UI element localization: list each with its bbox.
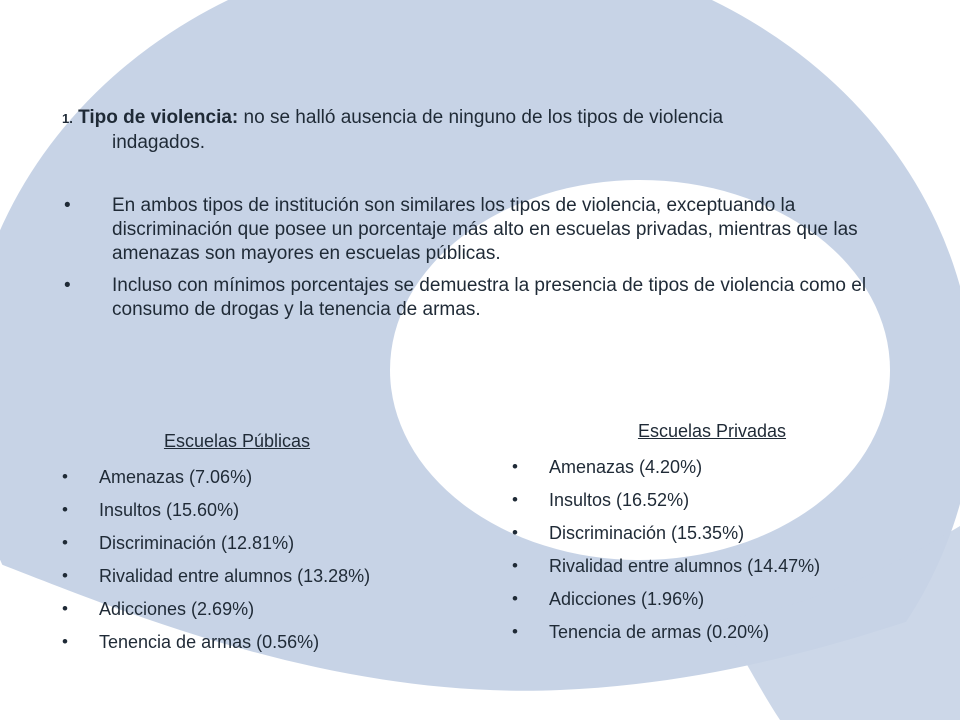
- bullet-icon: •: [512, 457, 518, 476]
- escuelas-publicas-list: [62, 466, 442, 653]
- escuelas-publicas-title: Escuelas Públicas: [163, 431, 311, 451]
- bullet-icon: •: [512, 622, 518, 641]
- summary-bullet: [62, 274, 902, 322]
- list-item: [62, 466, 442, 488]
- list-item-text: Insultos (16.52%): [549, 490, 690, 510]
- list-item-text: Amenazas (7.06%): [99, 467, 253, 487]
- bullet-icon: •: [64, 195, 71, 216]
- intro-text-line2: indagados.: [112, 132, 205, 153]
- summary-bullet: [62, 194, 902, 266]
- bullet-icon: •: [62, 533, 68, 552]
- list-item: [512, 522, 912, 544]
- intro-number: 1.: [62, 111, 73, 126]
- escuelas-publicas-column: [62, 430, 442, 664]
- list-item-text: Tenencia de armas (0.56%): [99, 632, 320, 652]
- list-item: [62, 499, 442, 521]
- bullet-icon: •: [62, 500, 68, 519]
- list-item: [512, 621, 912, 643]
- list-item-text: Adicciones (2.69%): [99, 599, 255, 619]
- list-item: [512, 456, 912, 478]
- list-item: [62, 565, 442, 587]
- intro-paragraph: [62, 106, 902, 155]
- list-item-text: Rivalidad entre alumnos (13.28%): [99, 566, 371, 586]
- list-item-text: Discriminación (12.81%): [99, 533, 295, 553]
- list-item: [62, 598, 442, 620]
- intro-label: Tipo de violencia:: [78, 107, 239, 128]
- list-item: [512, 489, 912, 511]
- summary-bullet-text: Incluso con mínimos porcentajes se demuestra la presencia de tipos de violencia como el consumo de drogas y la tenencia de armas.: [112, 275, 867, 320]
- escuelas-privadas-title: Escuelas Privadas: [637, 421, 787, 441]
- bullet-icon: •: [512, 523, 518, 542]
- list-item-text: Amenazas (4.20%): [549, 457, 703, 477]
- list-item: [512, 555, 912, 577]
- bullet-icon: •: [62, 599, 68, 618]
- bullet-icon: •: [512, 490, 518, 509]
- bullet-icon: •: [62, 632, 68, 651]
- escuelas-privadas-column: [512, 420, 912, 654]
- list-item: [62, 532, 442, 554]
- bullet-icon: •: [62, 467, 68, 486]
- summary-bullet-list: [62, 194, 902, 330]
- bullet-icon: •: [62, 566, 68, 585]
- intro-first-line: [62, 107, 723, 128]
- list-item-text: Tenencia de armas (0.20%): [549, 622, 770, 642]
- bullet-icon: •: [64, 275, 71, 296]
- list-item: [512, 588, 912, 610]
- list-item: [62, 631, 442, 653]
- summary-bullet-text: En ambos tipos de institución son similares los tipos de violencia, exceptuando la discriminación que posee un porcentaje más alto en escuelas privadas, mientras que las amenazas son mayores en escuelas públicas.: [112, 195, 858, 264]
- list-item-text: Insultos (15.60%): [99, 500, 240, 520]
- bullet-icon: •: [512, 556, 518, 575]
- list-item-text: Discriminación (15.35%): [549, 523, 745, 543]
- escuelas-privadas-list: [512, 456, 912, 643]
- bullet-icon: •: [512, 589, 518, 608]
- list-item-text: Rivalidad entre alumnos (14.47%): [549, 556, 821, 576]
- list-item-text: Adicciones (1.96%): [549, 589, 705, 609]
- intro-text-line1: no se halló ausencia de ninguno de los tipos de violencia: [243, 107, 724, 128]
